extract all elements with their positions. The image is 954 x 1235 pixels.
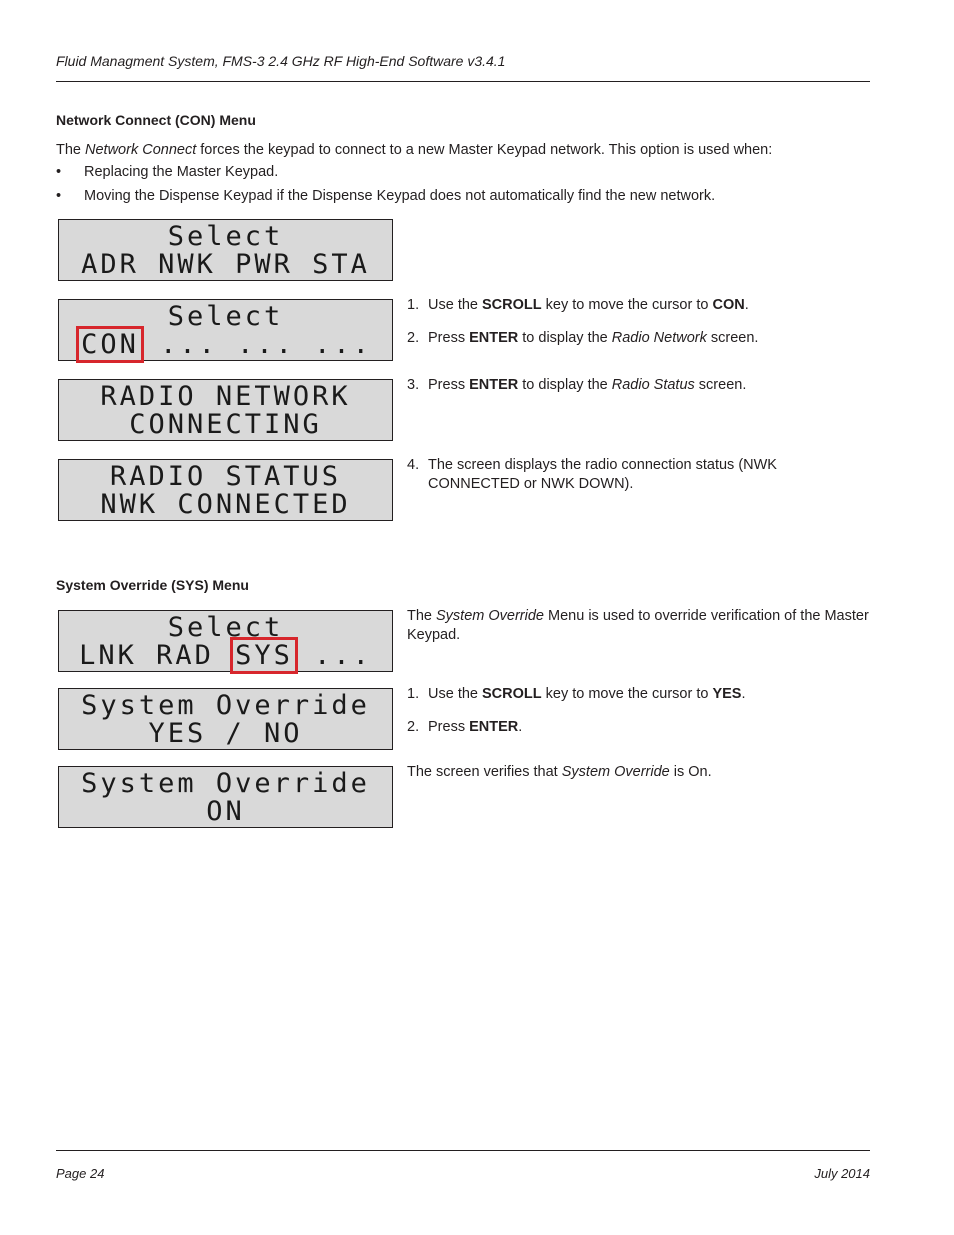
lcd-line-1: System Override — [81, 768, 370, 799]
lcd-line-2: NWK CONNECTED — [100, 489, 351, 520]
cursor-highlight-sys: SYS — [235, 640, 293, 671]
lcd-line-1: System Override — [81, 690, 370, 721]
lcd-line-1: RADIO STATUS — [109, 461, 342, 492]
lcd-line-2: CON ... ... ... — [81, 329, 372, 360]
lcd-line-1: Select — [167, 301, 284, 332]
lcd-screen-override-on — [58, 766, 393, 828]
footer-rule — [56, 1150, 870, 1151]
lcd-line-1: RADIO NETWORK — [100, 381, 351, 412]
sys-verify-text: The screen verifies that System Override is On. — [407, 764, 712, 780]
lcd-screen-override-yes-no — [58, 688, 393, 750]
bullet-item: Replacing the Master Keypad. — [84, 164, 279, 180]
bullet-item: Moving the Dispense Keypad if the Dispense Keypad does not automatically find the new network. — [84, 188, 716, 204]
header-rule — [56, 81, 870, 82]
footer-date: July 2014 — [814, 1166, 870, 1181]
bullet-dot: • — [56, 164, 62, 180]
lcd-line-2: ADR NWK PWR STA — [81, 249, 370, 280]
lcd-screen-select-adr — [58, 219, 393, 281]
lcd-line-2: CONNECTING — [129, 409, 322, 440]
lcd-line-1: Select — [167, 221, 284, 252]
lcd-line-1: Select — [167, 612, 284, 643]
running-header: Fluid Managment System, FMS-3 2.4 GHz RF High-End Software v3.4.1 — [56, 53, 506, 69]
sys-section-heading: System Override (SYS) Menu — [56, 577, 249, 593]
lcd-line-2: ON — [206, 796, 245, 827]
lcd-line-2: YES / NO — [148, 718, 303, 749]
network-intro: The Network Connect forces the keypad to connect to a new Master Keypad network. This option is used when: — [56, 142, 773, 158]
lcd-screen-radio-status — [58, 459, 393, 521]
bullet-dot: • — [56, 188, 62, 204]
lcd-screen-select-con — [58, 299, 393, 361]
lcd-screen-radio-network — [58, 379, 393, 441]
lcd-screen-select-sys — [58, 610, 393, 672]
sys-intro: The System Override Menu is used to override verification of the Master Keypad. — [407, 608, 869, 643]
cursor-highlight-con: CON — [81, 329, 139, 360]
lcd-line-2: LNK RAD SYS ... — [79, 640, 372, 671]
network-section-heading: Network Connect (CON) Menu — [56, 112, 256, 128]
page-number: Page 24 — [56, 1166, 105, 1181]
